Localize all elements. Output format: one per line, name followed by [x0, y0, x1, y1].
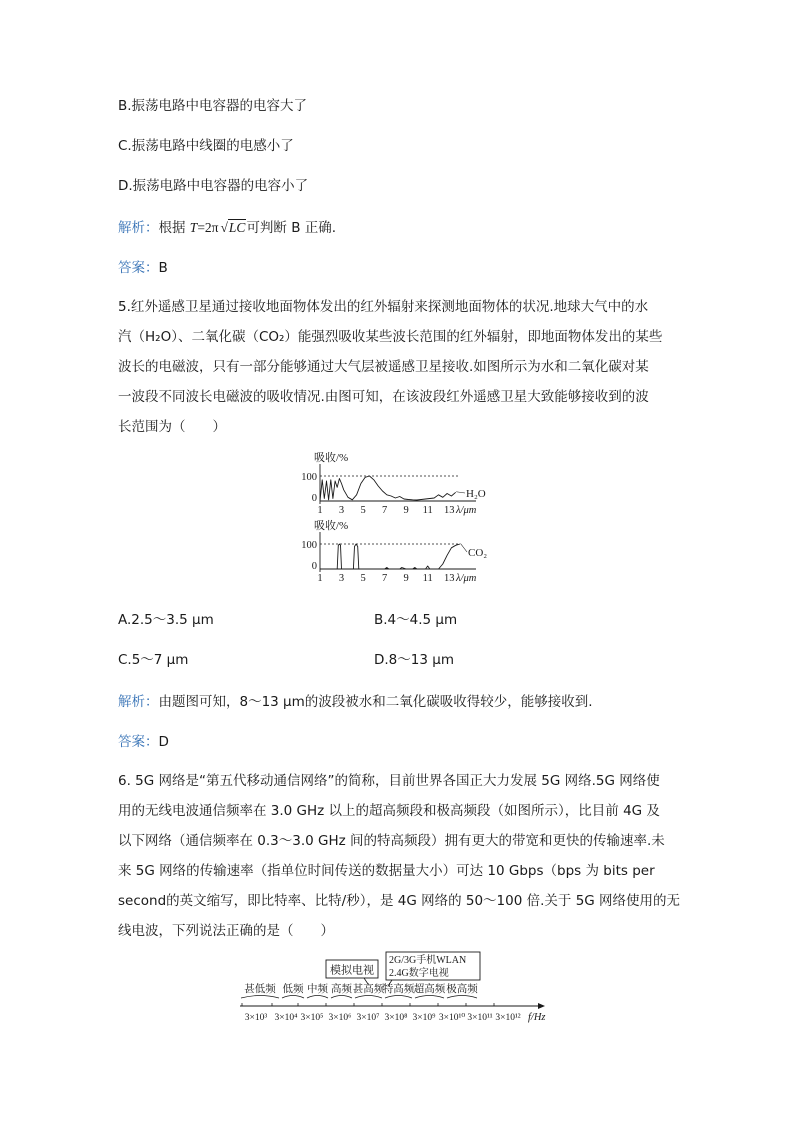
band-bracket [385, 996, 412, 999]
scale-tick-label: 3×10⁴ [274, 1013, 298, 1023]
x-tick-label: 1 [317, 573, 323, 584]
q5-answer [118, 732, 169, 752]
scale-tick-label: 3×10⁷ [356, 1013, 380, 1023]
band-label: 甚低频 [244, 984, 276, 995]
q5-option-c: C.5～7 μm [118, 652, 189, 668]
y-tick-label: 100 [301, 540, 317, 551]
frequency-axis-label: f/Hz [528, 1012, 546, 1023]
q4-option-b: B.振荡电路中电容器的电容大了 [118, 98, 308, 114]
q4-analysis: 解析：根据 T=2π √LC可判断 B 正确. [118, 220, 337, 236]
x-tick-label: 13 [443, 505, 455, 516]
stem-line: 5.红外遥感卫星通过接收地面物体发出的红外辐射来探测地面物体的状况.地球大气中的水 [118, 299, 649, 315]
formula-period: T [189, 220, 198, 235]
q5-option-b: B.4～4.5 μm [374, 612, 458, 628]
stem-line: 汽（H₂O）、二氧化碳（CO₂）能强烈吸收某些波长范围的红外辐射，即地面物体发出的某些 [118, 329, 663, 345]
q5-stem [118, 292, 678, 442]
absorption-curve [320, 544, 460, 569]
stem-line: 一波段不同波长电磁波的吸收情况.由图可知，在该波段红外遥感卫星大致能够接收到的波 [118, 389, 649, 405]
x-tick-label: 1 [317, 505, 323, 516]
q4-answer [118, 258, 168, 278]
x-tick-label: 3 [338, 505, 345, 516]
frequency-axis-arrow [538, 1003, 545, 1009]
x-tick-label: 13 [443, 573, 455, 584]
stem-line: 线电波，下列说法正确的是（ ） [118, 923, 334, 939]
band-bracket [241, 996, 279, 999]
answer-label: 答案： [118, 734, 159, 750]
analysis-label: 解析： [118, 694, 159, 710]
y-tick-label: 100 [301, 472, 317, 483]
x-tick-label: 9 [403, 505, 409, 516]
analog-tv-label: 模拟电视 [330, 964, 374, 977]
scale-tick-label: 3×10⁹ [412, 1013, 436, 1023]
scale-tick-label: 3×10³ [244, 1013, 268, 1023]
band-label: 极高频 [446, 984, 478, 995]
series-label-leader [456, 492, 465, 493]
scale-tick-label: 3×10⁸ [384, 1013, 408, 1023]
stem-line: second的英文缩写，即比特率、比特/秒），是 4G 网络的 50～100 倍.关于 5G 网络使用的无 [118, 893, 681, 909]
stem-line: 来 5G 网络的传输速率（指单位时间传送的数据量大小）可达 10 Gbps（bps 为 bits per [118, 863, 655, 879]
answer-label: 答案： [118, 260, 159, 276]
q5-option-d: D.8～13 μm [374, 652, 454, 668]
frequency-spectrum-diagram [236, 948, 566, 1030]
q6-stem [118, 766, 681, 946]
stem-line: 长范围为（ ） [118, 419, 226, 435]
q5-analysis [118, 692, 593, 712]
scale-tick-label: 3×10¹⁰ [438, 1013, 466, 1023]
x-axis-label: λ/μm [456, 505, 477, 516]
band-label: 中频 [307, 984, 328, 995]
band-bracket [307, 996, 328, 999]
y-tick-label: 0 [311, 561, 317, 572]
band-label: 低频 [282, 984, 304, 995]
stem-line: 用的无线电波通信频率在 3.0 GHz 以上的超高频段和极高频段（如图所示），比目前 4G 及 [118, 803, 660, 819]
stem-line: 以下网络（通信频率在 0.3～3.0 GHz 间的特高频段）拥有更大的带宽和更快的传输速率.未 [118, 833, 665, 849]
series-label-leader [461, 544, 468, 553]
scale-tick-label: 3×10¹¹ [467, 1013, 493, 1023]
y-tick-label: 0 [311, 493, 317, 504]
y-axis-label: 吸收/% [314, 452, 349, 464]
y-axis-label: 吸收/% [314, 520, 349, 532]
analysis-prefix: 根据 [158, 220, 190, 236]
band-bracket [331, 996, 352, 999]
x-tick-label: 9 [403, 573, 409, 584]
scale-tick-label: 3×10⁶ [328, 1013, 352, 1023]
band-label: 特高频 [382, 984, 415, 995]
formula-radicand: LC [228, 220, 246, 235]
q4-option-c: C.振荡电路中线圈的电感小了 [118, 138, 294, 154]
x-tick-label: 11 [422, 505, 433, 516]
x-tick-label: 7 [381, 573, 388, 584]
answer-value: B [158, 260, 168, 276]
digital-label-1: 2G/3G手机WLAN [389, 955, 467, 966]
band-label: 高频 [331, 984, 352, 995]
absorption-charts [280, 446, 520, 596]
stem-line: 6. 5G 网络是“第五代移动通信网络”的简称，目前世界各国正大力发展 5G 网络.5G 网络使 [118, 773, 660, 789]
band-bracket [355, 996, 382, 999]
scale-tick-label: 3×10¹² [495, 1013, 521, 1023]
answer-value: D [158, 734, 169, 750]
band-label: 甚高频 [352, 984, 385, 995]
stem-line: 波长的电磁波，只有一部分能够通过大气层被遥感卫星接收.如图所示为水和二氧化碳对某 [118, 359, 649, 375]
band-bracket [415, 996, 444, 999]
x-tick-label: 5 [360, 573, 366, 584]
analysis-text: 由题图可知，8～13 μm的波段被水和二氧化碳吸收得较少，能够接收到. [158, 694, 593, 710]
series-label: CO₂ [468, 547, 488, 559]
q4-option-d: D.振荡电路中电容器的电容小了 [118, 178, 309, 194]
analysis-label: 解析： [118, 220, 159, 236]
x-tick-label: 3 [338, 573, 345, 584]
scale-tick-label: 3×10⁵ [300, 1013, 324, 1023]
analysis-suffix: 可判断 B 正确. [246, 220, 337, 236]
band-label: 超高频 [413, 984, 446, 995]
band-bracket [282, 996, 304, 999]
digital-label-2: 2.4G数字电视 [389, 968, 449, 979]
band-bracket [447, 996, 477, 999]
x-axis-label: λ/μm [456, 573, 477, 584]
x-tick-label: 7 [381, 505, 388, 516]
formula-equals: =2π [197, 220, 219, 235]
absorption-curve [320, 476, 456, 501]
series-label: H₂O [466, 488, 486, 500]
x-tick-label: 11 [422, 573, 433, 584]
q5-option-a: A.2.5～3.5 μm [118, 612, 214, 628]
x-tick-label: 5 [360, 505, 366, 516]
